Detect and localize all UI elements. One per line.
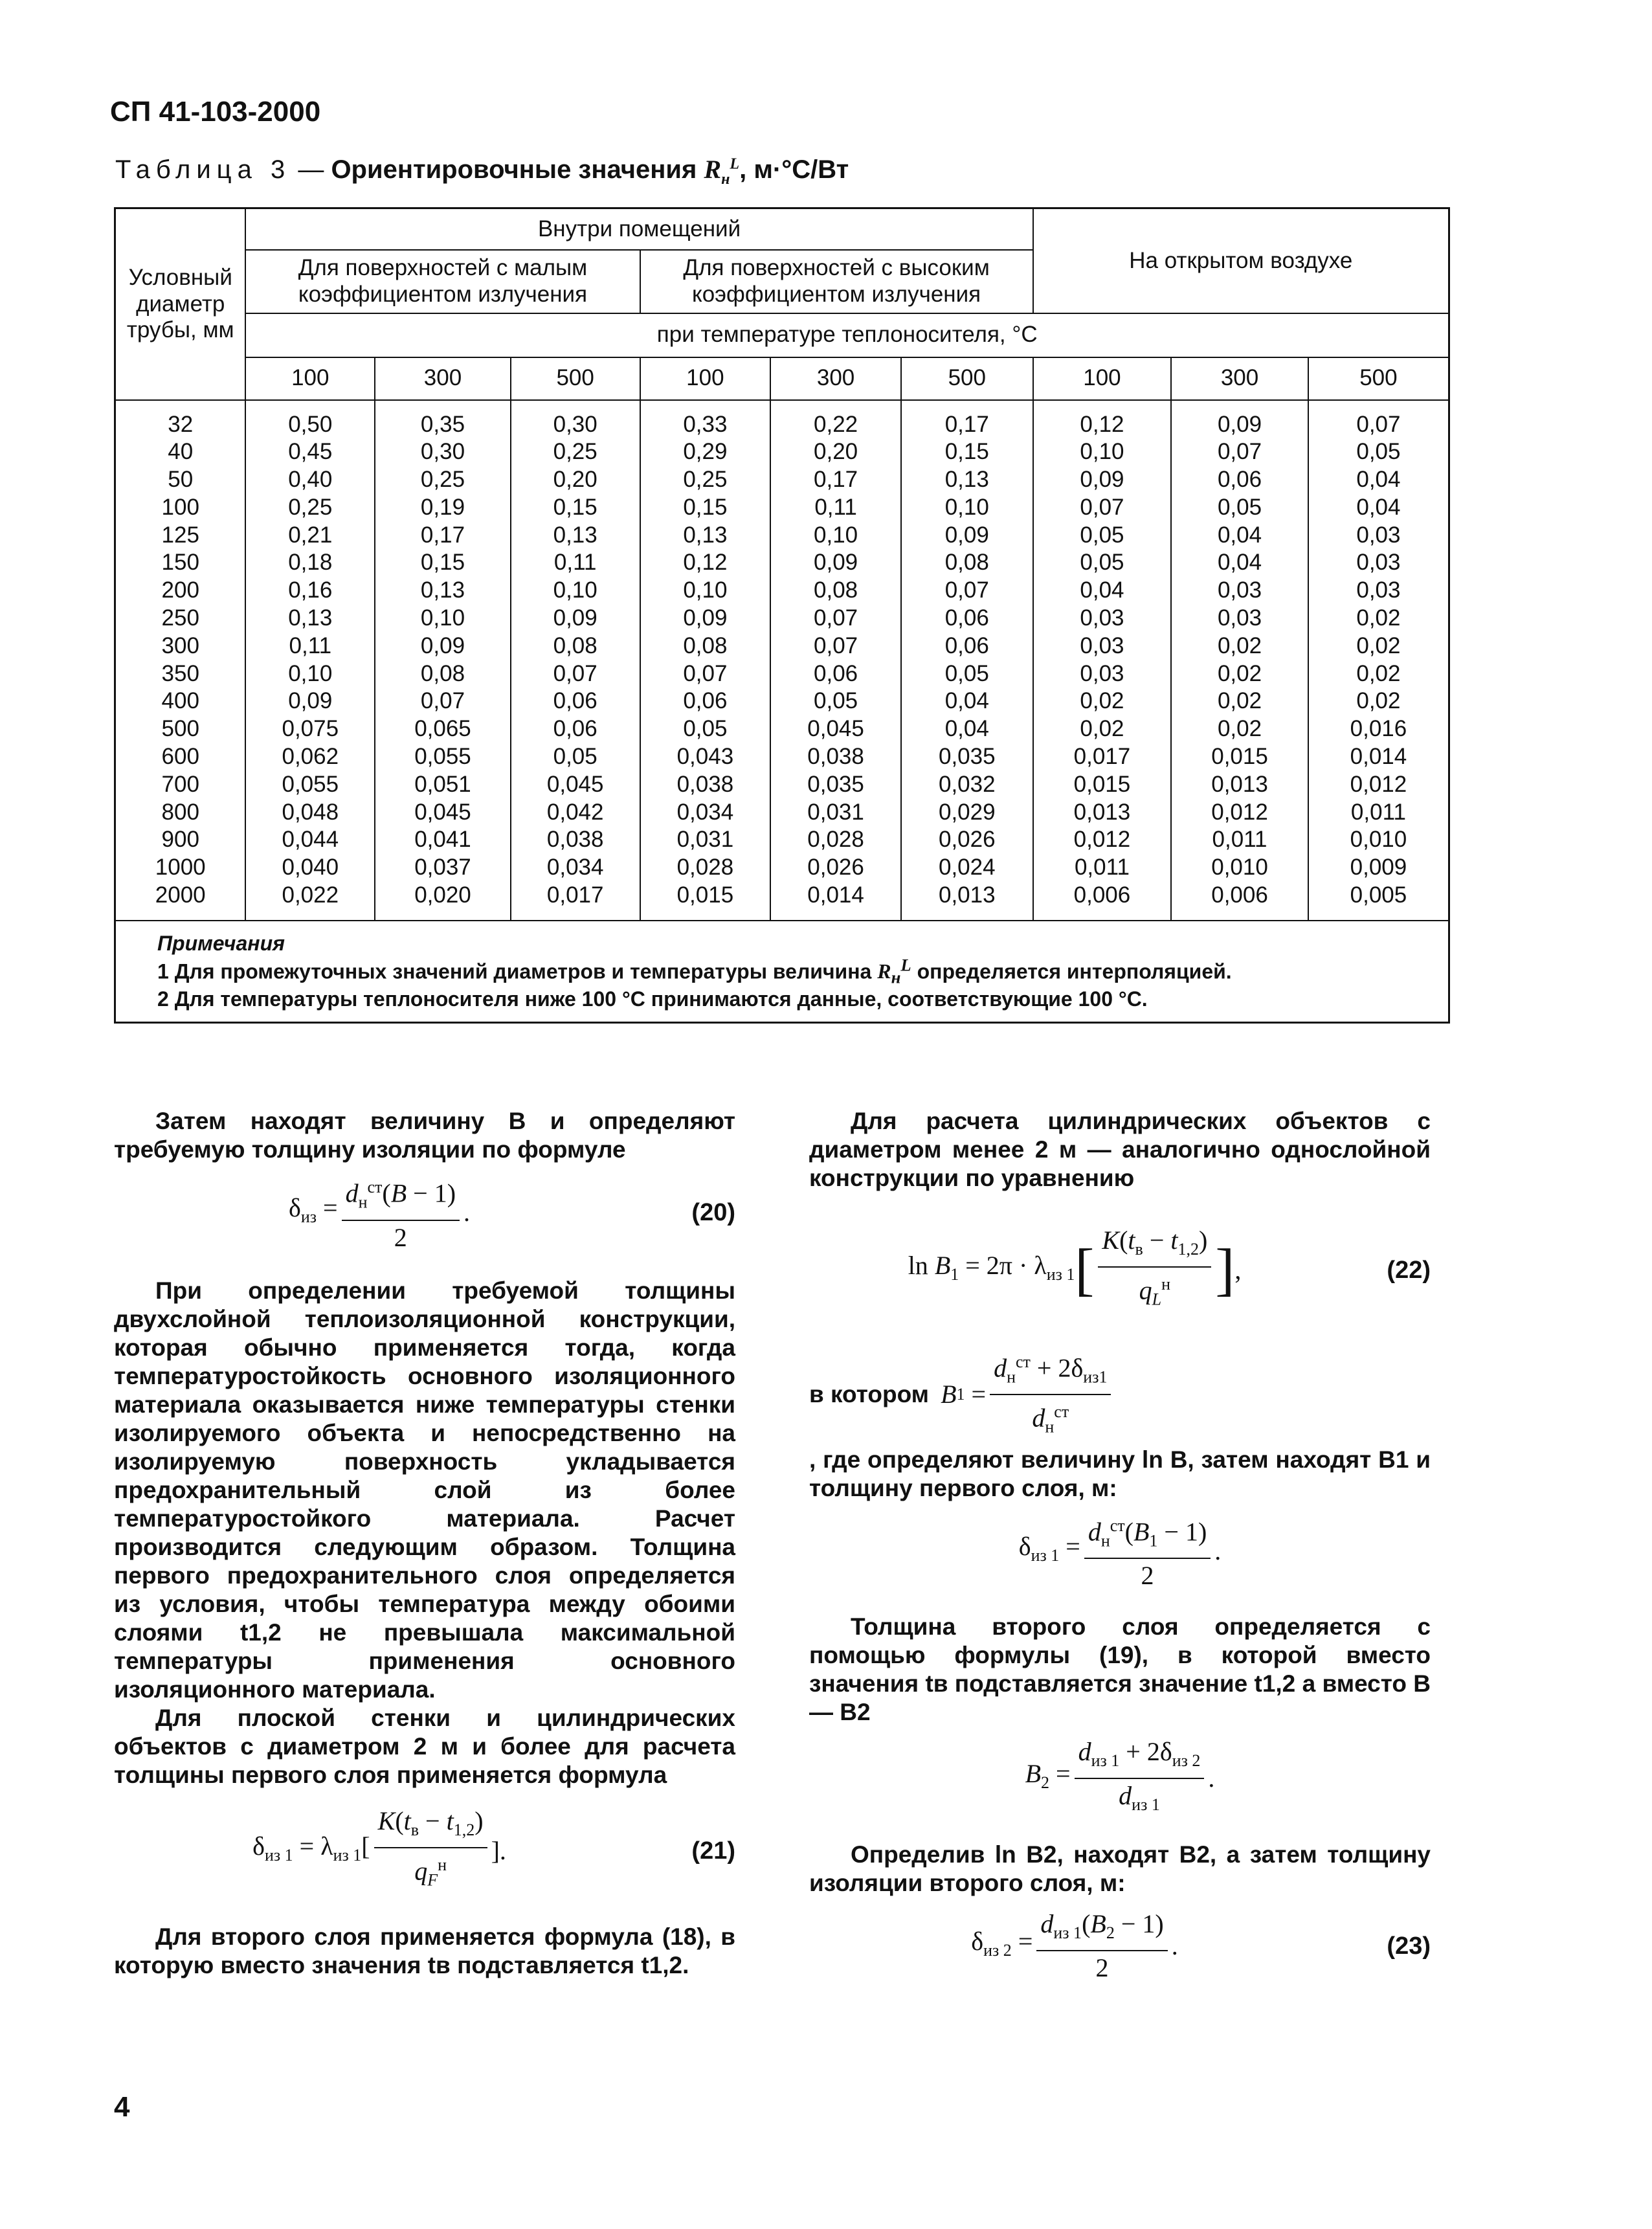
table-cell: 0,022 bbox=[282, 882, 339, 908]
table-cell: 0,032 bbox=[938, 771, 996, 797]
equation-number: (22) bbox=[1387, 1257, 1431, 1284]
table-cell: 300 bbox=[161, 633, 199, 658]
table-cell: 0,038 bbox=[807, 744, 864, 770]
table-cell: 0,30 bbox=[553, 411, 597, 437]
table-cell: 0,25 bbox=[683, 467, 728, 493]
right-column bbox=[809, 1107, 1431, 1995]
table-cell: 0,05 bbox=[1080, 522, 1124, 548]
table-cell: 40 bbox=[168, 439, 194, 465]
table-cell: 0,16 bbox=[288, 577, 333, 603]
table-cell: 0,045 bbox=[807, 716, 864, 742]
paragraph: Для плоской стенки и цилиндрических объектов с диаметром 2 м и более для расчета толщины первого слоя применяется формула bbox=[114, 1705, 735, 1788]
table-cell: 0,02 bbox=[1217, 716, 1262, 742]
table-cell: 0,09 bbox=[288, 688, 333, 714]
table-cell: 0,04 bbox=[944, 716, 989, 742]
table-cell: 0,031 bbox=[676, 827, 734, 853]
table-cell: 0,50 bbox=[288, 411, 333, 437]
table-cell: 800 bbox=[161, 799, 199, 825]
table-cell: 0,011 bbox=[1350, 799, 1406, 825]
table-cell: 0,013 bbox=[938, 882, 996, 908]
table-cell: 0,055 bbox=[282, 771, 339, 797]
formula-21: $\delta_{из 1} = \lambda_{из 1}$[ $\frac{K(t_в - t_{1,2})}{q_F^н}$ ]. (21) bbox=[252, 1806, 735, 1890]
paragraph: Для расчета цилиндрических объектов с диаметром менее 2 м — аналогично однослойной конструкции по уравнению bbox=[809, 1108, 1431, 1191]
table-cell: 200 bbox=[161, 577, 199, 603]
indoor-header: Внутри помещений bbox=[245, 208, 1032, 250]
table-cell: 2000 bbox=[155, 882, 206, 908]
formula-23: $\delta_{из 2}$ = $\frac{d_{из 1}(B_2 - 1)}{2}$ . (23) bbox=[971, 1909, 1431, 1982]
table-cell: 0,07 bbox=[1356, 411, 1401, 437]
table-cell: 0,17 bbox=[420, 522, 465, 548]
table-cell: 0,029 bbox=[938, 799, 996, 825]
temp-cell: 500 bbox=[1308, 357, 1449, 400]
table-cell: 0,075 bbox=[282, 716, 339, 742]
table-cell: 350 bbox=[161, 660, 199, 686]
table-cell: 0,012 bbox=[1350, 771, 1407, 797]
table-cell: 150 bbox=[161, 550, 199, 576]
table-cell: 50 bbox=[168, 467, 194, 493]
table-cell: 0,17 bbox=[814, 467, 858, 493]
formula-delta1: $\delta_{из 1}$ = $\frac{d_н^{ст}(B_1 - 1)}{2}$ . bbox=[809, 1503, 1431, 1600]
table-cell: 0,04 bbox=[1356, 467, 1401, 493]
paragraph: При определении требуемой толщины двухслойной теплоизоляционной конструкции, которая обычно применяется тогда, когда температуростойкость основного изоляционного материала оказывается ниже температуры стенки изолируемого объекта и непосредственно на изолируемую поверхность укладывается предохранительный слой из более температуростойкого материала. Расчет производится следующим образом. Толщина первого предохранительного слоя определяется из условия, чтобы температура между обоими слоями t1,2 не превышала максимальной температуры применения основного изоляционного материала. bbox=[114, 1277, 735, 1703]
table-cell: 0,014 bbox=[807, 882, 864, 908]
table-cell: 0,08 bbox=[683, 633, 728, 658]
value-column bbox=[770, 400, 901, 921]
table-cell: 0,02 bbox=[1080, 716, 1124, 742]
table-cell: 0,02 bbox=[1217, 688, 1262, 714]
table-cell: 0,037 bbox=[414, 855, 471, 880]
temp-cell: 500 bbox=[511, 357, 640, 400]
formula-b2: $B_2$ = $\frac{d_{из 1} + 2\delta_{из 2}}{d_{из 1}}$ . bbox=[1025, 1736, 1215, 1814]
table-cell: 1000 bbox=[155, 855, 206, 880]
table-cell: 0,055 bbox=[414, 744, 471, 770]
temp-cell: 500 bbox=[901, 357, 1033, 400]
table-cell: 0,07 bbox=[814, 633, 858, 658]
notes-title: Примечания bbox=[157, 931, 285, 955]
table-cell: 0,03 bbox=[1217, 577, 1262, 603]
table-cell: 0,013 bbox=[1073, 799, 1131, 825]
table-cell: 0,19 bbox=[420, 494, 465, 520]
table-cell: 0,20 bbox=[814, 439, 858, 465]
table-cell: 0,03 bbox=[1080, 605, 1124, 631]
table-cell: 0,011 bbox=[1212, 827, 1267, 853]
paragraph: Затем находят величину B и определяют требуемую толщину изоляции по формуле bbox=[114, 1108, 735, 1163]
table-cell: 0,29 bbox=[683, 439, 728, 465]
high-emissivity-header: Для поверхностей с высоким коэффициентом излучения bbox=[640, 250, 1033, 313]
table-cell: 0,05 bbox=[944, 660, 989, 686]
equation-number: (23) bbox=[1387, 1932, 1431, 1960]
table-title: Ориентировочные значения bbox=[331, 155, 697, 184]
table-cell: 0,062 bbox=[282, 744, 339, 770]
table-cell: 0,05 bbox=[814, 688, 858, 714]
table-cell: 0,09 bbox=[1217, 411, 1262, 437]
table-cell: 0,041 bbox=[414, 827, 471, 853]
table-cell: 0,35 bbox=[420, 411, 465, 437]
table-cell: 0,017 bbox=[1073, 744, 1131, 770]
table-cell: 0,15 bbox=[944, 439, 989, 465]
table-cell: 0,015 bbox=[676, 882, 734, 908]
table-cell: 0,10 bbox=[944, 494, 989, 520]
value-column bbox=[640, 400, 771, 921]
value-column bbox=[1033, 400, 1172, 921]
table-cell: 0,026 bbox=[807, 855, 864, 880]
diameter-header: Условный диаметр трубы, мм bbox=[115, 208, 246, 400]
table-cell: 0,043 bbox=[676, 744, 734, 770]
formula-b1-line: в котором B 1 = $\frac{d_н^{ст} + 2\delta_{из1}}{d_н^{ст}}$ bbox=[809, 1348, 1431, 1442]
table-cell: 0,13 bbox=[944, 467, 989, 493]
table-cell: 0,015 bbox=[1073, 771, 1131, 797]
table-cell: 0,02 bbox=[1217, 660, 1262, 686]
table-cell: 0,15 bbox=[553, 494, 597, 520]
table-unit: , м·°С/Вт bbox=[739, 155, 849, 184]
value-column bbox=[901, 400, 1033, 921]
value-column bbox=[1308, 400, 1449, 921]
table-cell: 0,04 bbox=[1217, 550, 1262, 576]
table-cell: 0,06 bbox=[683, 688, 728, 714]
table-cell: 0,15 bbox=[683, 494, 728, 520]
table-cell: 0,10 bbox=[1080, 439, 1124, 465]
table-cell: 0,010 bbox=[1211, 855, 1268, 880]
table-cell: 0,05 bbox=[1080, 550, 1124, 576]
page-number: 4 bbox=[114, 2091, 130, 2123]
table-cell: 0,016 bbox=[1350, 716, 1407, 742]
table-cell: 0,020 bbox=[414, 882, 471, 908]
table-cell: 0,25 bbox=[420, 467, 465, 493]
paragraph: Определив ln B2, находят B2, а затем толщину изоляции второго слоя, м: bbox=[809, 1841, 1431, 1896]
value-column bbox=[511, 400, 640, 921]
table-cell: 0,12 bbox=[1080, 411, 1124, 437]
table-cell: 900 bbox=[161, 827, 199, 853]
table-cell: 0,03 bbox=[1356, 522, 1401, 548]
table-cell: 0,013 bbox=[1211, 771, 1268, 797]
temp-cell: 100 bbox=[640, 357, 771, 400]
table-cell: 0,33 bbox=[683, 411, 728, 437]
table-cell: 0,065 bbox=[414, 716, 471, 742]
document-header: СП 41-103-2000 bbox=[110, 96, 321, 128]
table-cell: 0,10 bbox=[420, 605, 465, 631]
table-cell: 100 bbox=[161, 494, 199, 520]
table-cell: 0,011 bbox=[1074, 855, 1130, 880]
value-column bbox=[1171, 400, 1308, 921]
table-cell: 0,02 bbox=[1356, 633, 1401, 658]
table-cell: 0,038 bbox=[676, 771, 734, 797]
table-cell: 0,25 bbox=[553, 439, 597, 465]
temp-cell: 300 bbox=[375, 357, 511, 400]
table-cell: 0,040 bbox=[282, 855, 339, 880]
table-cell: 400 bbox=[161, 688, 199, 714]
temp-cell: 300 bbox=[1171, 357, 1308, 400]
table-cell: 0,04 bbox=[1080, 577, 1124, 603]
table-cell: 0,15 bbox=[420, 550, 465, 576]
table-cell: 0,05 bbox=[683, 716, 728, 742]
table-cell: 250 bbox=[161, 605, 199, 631]
table-cell: 0,04 bbox=[1217, 522, 1262, 548]
table-cell: 0,13 bbox=[288, 605, 333, 631]
table-cell: 0,20 bbox=[553, 467, 597, 493]
temperature-header: при температуре теплоносителя, °С bbox=[245, 313, 1449, 357]
value-column bbox=[375, 400, 511, 921]
paragraph: , где определяют величину ln B, затем находят B1 и толщину первого слоя, м: bbox=[809, 1446, 1431, 1501]
table-cell: 0,09 bbox=[553, 605, 597, 631]
table-cell: 0,010 bbox=[1350, 827, 1407, 853]
table-cell: 0,048 bbox=[282, 799, 339, 825]
table-cell: 0,08 bbox=[944, 550, 989, 576]
table-cell: 0,10 bbox=[814, 522, 858, 548]
table-cell: 0,03 bbox=[1356, 577, 1401, 603]
table-cell: 0,034 bbox=[676, 799, 734, 825]
table-cell: 0,034 bbox=[546, 855, 604, 880]
paragraph: Толщина второго слоя определяется с помощью формулы (19), в которой вместо значения tв подставляется значение t1,2 а вместо B — B2 bbox=[809, 1613, 1431, 1725]
table-cell: 0,45 bbox=[288, 439, 333, 465]
table-cell: 0,051 bbox=[414, 771, 471, 797]
outdoor-header: На открытом воздухе bbox=[1033, 208, 1449, 313]
table-cell: 0,13 bbox=[683, 522, 728, 548]
table-cell: 0,09 bbox=[814, 550, 858, 576]
formula-22: $\ln B_1 = 2\pi \cdot \lambda_{из 1}$ [ $\frac{K(t_в - t_{1,2})}{q_L^н}$ ] , (22) bbox=[908, 1226, 1431, 1309]
table-cell: 0,04 bbox=[944, 688, 989, 714]
table-cell: 0,006 bbox=[1073, 882, 1131, 908]
table-cell: 700 bbox=[161, 771, 199, 797]
table-cell: 125 bbox=[161, 522, 199, 548]
table-cell: 0,044 bbox=[282, 827, 339, 853]
table-cell: 0,11 bbox=[814, 494, 857, 520]
table-cell: 0,03 bbox=[1217, 605, 1262, 631]
table-cell: 0,08 bbox=[553, 633, 597, 658]
table-cell: 0,10 bbox=[288, 660, 333, 686]
table-cell: 0,012 bbox=[1211, 799, 1268, 825]
table-cell: 0,03 bbox=[1080, 660, 1124, 686]
table-cell: 0,11 bbox=[553, 550, 597, 576]
table-cell: 0,04 bbox=[1356, 494, 1401, 520]
table-cell: 0,07 bbox=[1217, 439, 1262, 465]
table-cell: 0,028 bbox=[807, 827, 864, 853]
table-cell: 0,026 bbox=[938, 827, 996, 853]
table-cell: 0,05 bbox=[1217, 494, 1262, 520]
table-caption bbox=[115, 154, 849, 188]
table-cell: 0,22 bbox=[814, 411, 858, 437]
table-cell: 0,06 bbox=[944, 605, 989, 631]
equation-number: (21) bbox=[691, 1837, 735, 1865]
table-cell: 0,024 bbox=[938, 855, 996, 880]
temp-cell: 100 bbox=[1033, 357, 1172, 400]
table-cell: 0,17 bbox=[944, 411, 989, 437]
table-cell: 0,08 bbox=[420, 660, 465, 686]
table-cell: 0,25 bbox=[288, 494, 333, 520]
left-column bbox=[114, 1107, 735, 1980]
table-cell: 0,06 bbox=[1217, 467, 1262, 493]
table-cell: 0,07 bbox=[683, 660, 728, 686]
resistance-table bbox=[114, 207, 1450, 1024]
table-cell: 0,035 bbox=[807, 771, 864, 797]
value-column bbox=[245, 400, 375, 921]
table-cell: 0,017 bbox=[546, 882, 604, 908]
table-cell: 0,07 bbox=[1080, 494, 1124, 520]
table-cell: 0,18 bbox=[288, 550, 333, 576]
table-cell: 0,08 bbox=[814, 577, 858, 603]
table-cell: 0,06 bbox=[553, 716, 597, 742]
table-cell: 0,21 bbox=[288, 522, 333, 548]
table-cell: 0,11 bbox=[289, 633, 332, 658]
table-cell: 0,02 bbox=[1217, 633, 1262, 658]
table-cell: 0,005 bbox=[1350, 882, 1407, 908]
temp-cell: 300 bbox=[770, 357, 901, 400]
table-cell: 0,045 bbox=[546, 771, 604, 797]
table-cell: 0,40 bbox=[288, 467, 333, 493]
table-cell: 0,035 bbox=[938, 744, 996, 770]
table-cell: 0,13 bbox=[553, 522, 597, 548]
formula-20: $\delta_{из}$ = $\frac{d_н^{ст}(B - 1)}{2}$ . (20) bbox=[114, 1164, 735, 1261]
table-cell: 0,05 bbox=[1356, 439, 1401, 465]
table-cell: 0,12 bbox=[683, 550, 728, 576]
table-cell: 0,30 bbox=[420, 439, 465, 465]
table-cell: 0,07 bbox=[420, 688, 465, 714]
table-cell: 0,05 bbox=[553, 744, 597, 770]
table-cell: 0,045 bbox=[414, 799, 471, 825]
table-cell: 0,02 bbox=[1356, 688, 1401, 714]
paragraph: Для второго слоя применяется формула (18), в которую вместо значения tв подставляется t1,2. bbox=[114, 1923, 735, 1978]
low-emissivity-header: Для поверхностей с малым коэффициентом излучения bbox=[245, 250, 640, 313]
table-cell: 0,06 bbox=[553, 688, 597, 714]
diameter-column bbox=[115, 400, 246, 921]
table-cell: 0,038 bbox=[546, 827, 604, 853]
table-label: Таблица 3 bbox=[115, 155, 291, 184]
caption-dash: — bbox=[291, 155, 331, 184]
table-cell: 0,015 bbox=[1211, 744, 1268, 770]
table-notes bbox=[115, 921, 1449, 1023]
table-cell: 600 bbox=[161, 744, 199, 770]
table-cell: 0,028 bbox=[676, 855, 734, 880]
table-cell: 0,006 bbox=[1211, 882, 1268, 908]
table-cell: 0,031 bbox=[807, 799, 864, 825]
table-cell: 0,07 bbox=[814, 605, 858, 631]
table-cell: 32 bbox=[168, 411, 194, 437]
table-cell: 0,03 bbox=[1356, 550, 1401, 576]
table-cell: 0,09 bbox=[944, 522, 989, 548]
rl-symbol: $R_н^L$ bbox=[704, 155, 740, 188]
table-cell: 0,009 bbox=[1350, 855, 1407, 880]
table-cell: 0,07 bbox=[944, 577, 989, 603]
table-cell: 0,02 bbox=[1080, 688, 1124, 714]
note-1: 1 Для промежуточных значений диаметров и температуры величина $R_н^L$ определяется интерполяцией. bbox=[157, 955, 1232, 987]
table-cell: 0,10 bbox=[683, 577, 728, 603]
table-cell: 0,09 bbox=[420, 633, 465, 658]
table-cell: 0,03 bbox=[1080, 633, 1124, 658]
table-cell: 0,10 bbox=[553, 577, 597, 603]
table-cell: 0,09 bbox=[683, 605, 728, 631]
table-cell: 500 bbox=[161, 716, 199, 742]
table-cell: 0,012 bbox=[1073, 827, 1131, 853]
table-cell: 0,06 bbox=[944, 633, 989, 658]
temp-cell: 100 bbox=[245, 357, 375, 400]
table-cell: 0,02 bbox=[1356, 660, 1401, 686]
table-cell: 0,06 bbox=[814, 660, 858, 686]
table-cell: 0,02 bbox=[1356, 605, 1401, 631]
table-cell: 0,09 bbox=[1080, 467, 1124, 493]
table-cell: 0,07 bbox=[553, 660, 597, 686]
table-cell: 0,13 bbox=[420, 577, 465, 603]
equation-number: (20) bbox=[691, 1199, 735, 1226]
table-cell: 0,014 bbox=[1350, 744, 1407, 770]
note-2: 2 Для температуры теплоносителя ниже 100 °С принимаются данные, соответствующие 100 °С. bbox=[157, 987, 1148, 1011]
table-cell: 0,042 bbox=[546, 799, 604, 825]
